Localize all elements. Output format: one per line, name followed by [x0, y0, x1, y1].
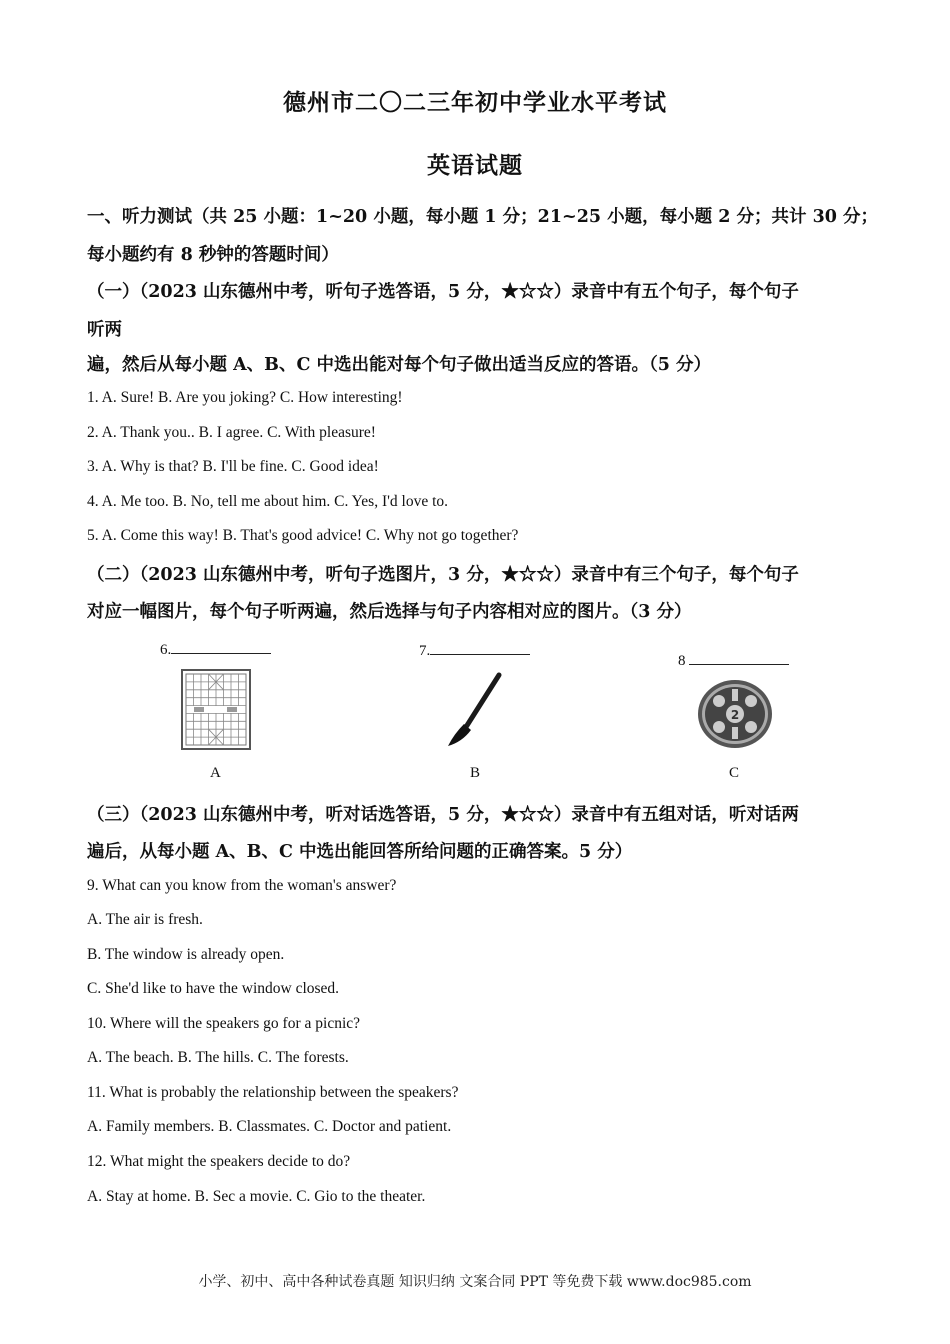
question-11-options: A. Family members. B. Classmates. C. Doctor and patient. — [87, 1118, 452, 1135]
question-12: 12. What might the speakers decide to do? — [87, 1153, 351, 1170]
page-footer: 小学、初中、高中各种试卷真题 知识归纳 文案合同 PPT 等免费下载 www.doc985.com — [198, 1274, 752, 1290]
answer-blank-6: 6. — [160, 640, 271, 659]
question-9-option-c: C. She'd like to have the window closed. — [87, 980, 340, 997]
part1-instruction-line3: 遍，然后从每小题 A、B、C 中选出能对每个句子做出适当反应的答语。（5 分） — [87, 355, 711, 375]
question-4: 4. A. Me too. B. No, tell me about him. C. Yes, I'd love to. — [87, 493, 449, 510]
question-11: 11. What is probably the relationship between the speakers? — [87, 1084, 459, 1101]
answer-blank-7: 7. — [419, 641, 530, 660]
svg-text:2: 2 — [730, 708, 740, 722]
exam-title: 德州市二〇二三年初中学业水平考试 — [283, 89, 667, 116]
part1-instruction-line2: 听两 — [87, 320, 122, 340]
section1-heading-line2: 每小题约有 8 秒钟的答题时间） — [87, 245, 339, 265]
answer-blank-8: 8 — [678, 651, 789, 670]
question-10-options: A. The beach. B. The hills. C. The forests. — [87, 1049, 349, 1066]
question-1: 1. A. Sure! B. Are you joking? C. How interesting! — [87, 389, 403, 406]
section1-heading-line1: 一、听力测试（共 25 小题：1~20 小题，每小题 1 分；21~25 小题，每小题 2 分；共计 30 分； — [87, 207, 879, 227]
question-3: 3. A. Why is that? B. I'll be fine. C. Good idea! — [87, 458, 379, 475]
question-10: 10. Where will the speakers go for a picnic? — [87, 1015, 361, 1032]
question-2: 2. A. Thank you.. B. I agree. C. With pleasure! — [87, 424, 376, 441]
picture-label-a: A — [210, 765, 221, 781]
picture-label-c: C — [729, 765, 740, 781]
part1-instruction-line1: （一）（2023 山东德州中考，听句子选答语，5 分，★☆☆）录音中有五个句子，每个句子 — [87, 282, 799, 302]
question-12-options: A. Stay at home. B. Sec a movie. C. Gio to the theater. — [87, 1188, 426, 1205]
exam-subtitle: 英语试题 — [427, 152, 523, 179]
part3-instruction-line1: （三）（2023 山东德州中考，听对话选答语，5 分，★☆☆）录音中有五组对话，听对话两 — [87, 805, 799, 825]
paper-cut-icon — [697, 679, 773, 749]
question-9-option-b: B. The window is already open. — [87, 946, 285, 963]
brush-icon — [444, 672, 504, 748]
question-9: 9. What can you know from the woman's answer? — [87, 877, 397, 894]
picture-label-b: B — [470, 765, 481, 781]
part2-instruction-line2: 对应一幅图片，每个句子听两遍，然后选择与句子内容相对应的图片。（3 分） — [87, 602, 692, 622]
question-5: 5. A. Come this way! B. That's good advice! C. Why not go together? — [87, 527, 519, 544]
question-9-option-a: A. The air is fresh. — [87, 911, 203, 928]
part3-instruction-line2: 遍后，从每小题 A、B、C 中选出能回答所给问题的正确答案。5 分） — [87, 842, 633, 862]
chessboard-icon — [181, 669, 251, 750]
part2-instruction-line1: （二）（2023 山东德州中考，听句子选图片，3 分，★☆☆）录音中有三个句子，每个句子 — [87, 565, 799, 585]
